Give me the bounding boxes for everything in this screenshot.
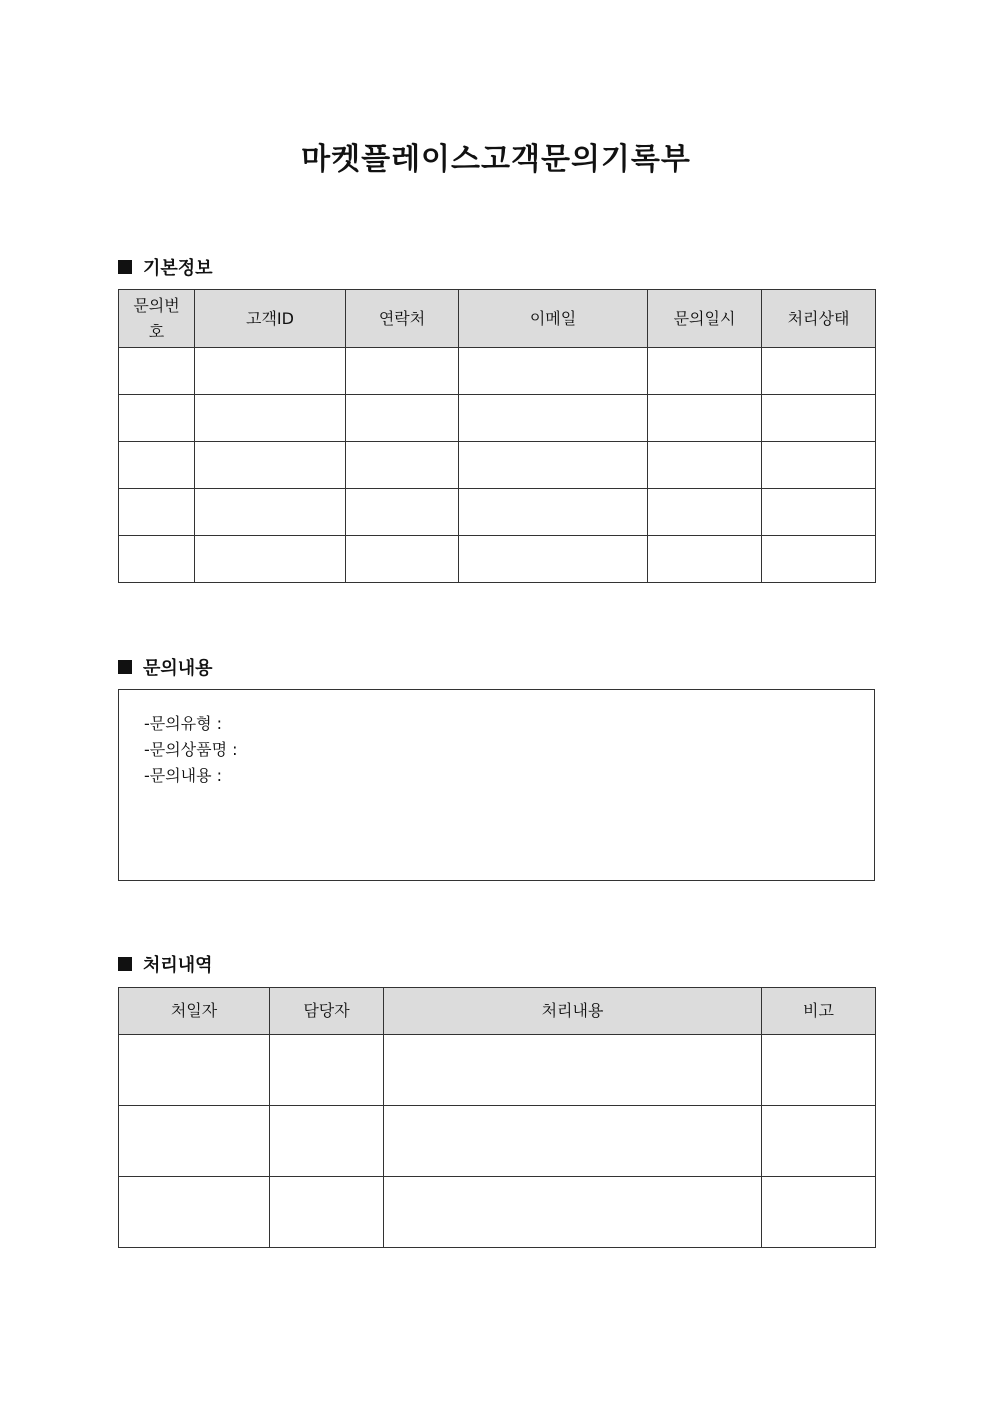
table-cell[interactable]: [459, 536, 648, 583]
table-cell[interactable]: [762, 442, 876, 489]
table-header-row: [119, 290, 876, 348]
column-header-process-content: 처리내용: [384, 988, 762, 1035]
column-header-status: 처리상태: [762, 290, 876, 348]
table-cell[interactable]: [648, 442, 762, 489]
table-cell[interactable]: [270, 1177, 384, 1248]
table-cell[interactable]: [648, 348, 762, 395]
table-row: [119, 395, 876, 442]
section-heading-label: 처리내역: [143, 955, 213, 976]
table-header-row: [119, 988, 876, 1035]
table-cell[interactable]: [459, 442, 648, 489]
inquiry-product-line: -문의상품명 :: [144, 740, 238, 759]
table-cell[interactable]: [648, 489, 762, 536]
table-cell[interactable]: [762, 489, 876, 536]
section-heading-process: [118, 951, 213, 977]
table-cell[interactable]: [762, 348, 876, 395]
table-cell[interactable]: [762, 1035, 876, 1106]
table-cell[interactable]: [762, 536, 876, 583]
section-heading-inquiry: [118, 654, 213, 680]
table-cell[interactable]: [119, 489, 195, 536]
table-cell[interactable]: [762, 395, 876, 442]
column-header-email: 이메일: [459, 290, 648, 348]
table-cell[interactable]: [384, 1035, 762, 1106]
table-cell[interactable]: [195, 536, 346, 583]
table-cell[interactable]: [119, 1035, 270, 1106]
inquiry-type-line: -문의유형 :: [144, 714, 223, 733]
table-cell[interactable]: [119, 1106, 270, 1177]
table-row: [119, 1035, 876, 1106]
table-cell[interactable]: [119, 1177, 270, 1248]
table-cell[interactable]: [459, 489, 648, 536]
inquiry-content-line: -문의내용 :: [144, 766, 223, 785]
table-cell[interactable]: [270, 1106, 384, 1177]
table-row: [119, 1106, 876, 1177]
table-cell[interactable]: [762, 1177, 876, 1248]
table-cell[interactable]: [648, 536, 762, 583]
table-cell[interactable]: [195, 442, 346, 489]
table-cell[interactable]: [762, 1106, 876, 1177]
table-row: [119, 348, 876, 395]
section-heading-label: 문의내용: [143, 658, 213, 679]
square-bullet-icon: [118, 957, 132, 971]
section-heading-label: 기본정보: [143, 258, 213, 279]
page-title: 마켓플레이스고객문의기록부: [301, 142, 691, 177]
table-cell[interactable]: [384, 1106, 762, 1177]
table-cell[interactable]: [195, 348, 346, 395]
table-row: [119, 536, 876, 583]
table-row: [119, 442, 876, 489]
column-header-process-date: 처일자: [119, 988, 270, 1035]
table-cell[interactable]: [195, 395, 346, 442]
section-heading-basic: [118, 254, 213, 280]
table-cell[interactable]: [346, 395, 459, 442]
table-cell[interactable]: [119, 395, 195, 442]
inquiry-content-box[interactable]: [118, 689, 875, 881]
table-cell[interactable]: [346, 489, 459, 536]
table-cell[interactable]: [648, 395, 762, 442]
table-row: [119, 489, 876, 536]
table-cell[interactable]: [119, 348, 195, 395]
basic-info-table: [118, 289, 876, 583]
column-header-customer-id: 고객ID: [195, 290, 346, 348]
table-cell[interactable]: [459, 348, 648, 395]
table-cell[interactable]: [119, 442, 195, 489]
column-header-remarks: 비고: [762, 988, 876, 1035]
table-cell[interactable]: [346, 348, 459, 395]
table-cell[interactable]: [346, 536, 459, 583]
table-cell[interactable]: [346, 442, 459, 489]
table-cell[interactable]: [384, 1177, 762, 1248]
square-bullet-icon: [118, 260, 132, 274]
column-header-contact: 연락처: [346, 290, 459, 348]
table-cell[interactable]: [195, 489, 346, 536]
column-header-inquiry-no: 문의번호: [119, 290, 195, 348]
column-header-manager: 담당자: [270, 988, 384, 1035]
table-cell[interactable]: [119, 536, 195, 583]
table-cell[interactable]: [270, 1035, 384, 1106]
table-cell[interactable]: [459, 395, 648, 442]
table-row: [119, 1177, 876, 1248]
process-history-table: [118, 987, 876, 1248]
square-bullet-icon: [118, 660, 132, 674]
column-header-inquiry-datetime: 문의일시: [648, 290, 762, 348]
